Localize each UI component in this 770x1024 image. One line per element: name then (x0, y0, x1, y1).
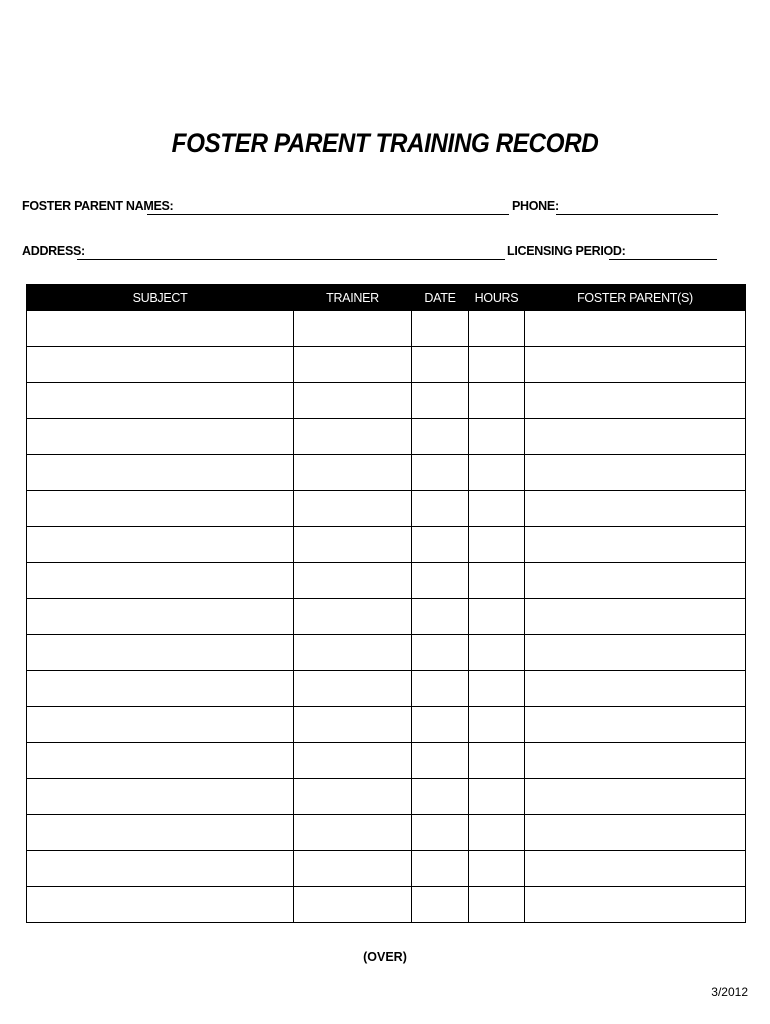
address-field[interactable] (77, 259, 505, 260)
subject-cell[interactable] (27, 455, 294, 491)
subject-cell[interactable] (27, 851, 294, 887)
trainer-cell[interactable] (294, 671, 412, 707)
table-row (27, 563, 746, 599)
table-row (27, 743, 746, 779)
phone-label: PHONE: (512, 199, 559, 213)
foster-parents-cell[interactable] (525, 779, 746, 815)
foster-parents-cell[interactable] (525, 599, 746, 635)
date-cell[interactable] (412, 383, 469, 419)
foster-parents-cell[interactable] (525, 311, 746, 347)
hours-cell[interactable] (469, 743, 525, 779)
trainer-cell[interactable] (294, 491, 412, 527)
date-cell[interactable] (412, 779, 469, 815)
hours-cell[interactable] (469, 419, 525, 455)
column-header-date: DATE (412, 285, 469, 311)
table-row (27, 707, 746, 743)
foster-parents-cell[interactable] (525, 815, 746, 851)
table-row (27, 815, 746, 851)
subject-cell[interactable] (27, 671, 294, 707)
table-row (27, 455, 746, 491)
table-row (27, 347, 746, 383)
subject-cell[interactable] (27, 743, 294, 779)
hours-cell[interactable] (469, 851, 525, 887)
hours-cell[interactable] (469, 455, 525, 491)
trainer-cell[interactable] (294, 815, 412, 851)
hours-cell[interactable] (469, 491, 525, 527)
date-cell[interactable] (412, 491, 469, 527)
column-header-foster-parents: FOSTER PARENT(S) (525, 285, 746, 311)
subject-cell[interactable] (27, 419, 294, 455)
date-cell[interactable] (412, 851, 469, 887)
date-cell[interactable] (412, 527, 469, 563)
table-row (27, 887, 746, 923)
subject-cell[interactable] (27, 887, 294, 923)
subject-cell[interactable] (27, 707, 294, 743)
hours-cell[interactable] (469, 707, 525, 743)
date-cell[interactable] (412, 347, 469, 383)
foster-parents-cell[interactable] (525, 887, 746, 923)
foster-parents-cell[interactable] (525, 383, 746, 419)
subject-cell[interactable] (27, 815, 294, 851)
trainer-cell[interactable] (294, 887, 412, 923)
trainer-cell[interactable] (294, 527, 412, 563)
trainer-cell[interactable] (294, 563, 412, 599)
trainer-cell[interactable] (294, 599, 412, 635)
table-header-row (27, 285, 746, 311)
trainer-cell[interactable] (294, 851, 412, 887)
trainer-cell[interactable] (294, 419, 412, 455)
date-cell[interactable] (412, 743, 469, 779)
date-cell[interactable] (412, 707, 469, 743)
column-header-hours: HOURS (469, 285, 525, 311)
hours-cell[interactable] (469, 563, 525, 599)
table-row (27, 527, 746, 563)
trainer-cell[interactable] (294, 635, 412, 671)
subject-cell[interactable] (27, 599, 294, 635)
hours-cell[interactable] (469, 347, 525, 383)
foster-parents-cell[interactable] (525, 635, 746, 671)
table-row (27, 491, 746, 527)
hours-cell[interactable] (469, 527, 525, 563)
foster-parents-cell[interactable] (525, 707, 746, 743)
table-row (27, 383, 746, 419)
hours-cell[interactable] (469, 671, 525, 707)
over-note: (OVER) (363, 950, 407, 964)
hours-cell[interactable] (469, 635, 525, 671)
subject-cell[interactable] (27, 779, 294, 815)
subject-cell[interactable] (27, 491, 294, 527)
foster-parents-cell[interactable] (525, 671, 746, 707)
hours-cell[interactable] (469, 599, 525, 635)
trainer-cell[interactable] (294, 743, 412, 779)
trainer-cell[interactable] (294, 779, 412, 815)
names-phone-row (22, 199, 722, 219)
date-cell[interactable] (412, 419, 469, 455)
date-cell[interactable] (412, 635, 469, 671)
column-header-trainer: TRAINER (294, 285, 412, 311)
foster-parents-cell[interactable] (525, 455, 746, 491)
table-row (27, 779, 746, 815)
table-body (27, 311, 746, 923)
subject-cell[interactable] (27, 347, 294, 383)
hours-cell[interactable] (469, 887, 525, 923)
date-cell[interactable] (412, 815, 469, 851)
subject-cell[interactable] (27, 635, 294, 671)
date-cell[interactable] (412, 455, 469, 491)
phone-field[interactable] (556, 214, 718, 215)
trainer-cell[interactable] (294, 707, 412, 743)
table-row (27, 671, 746, 707)
training-table-container (26, 284, 745, 923)
address-licensing-row (22, 244, 722, 264)
foster-parents-cell[interactable] (525, 347, 746, 383)
trainer-cell[interactable] (294, 347, 412, 383)
table-row (27, 311, 746, 347)
date-cell[interactable] (412, 599, 469, 635)
column-header-subject: SUBJECT (27, 285, 294, 311)
revision-date: 3/2012 (711, 985, 748, 999)
hours-cell[interactable] (469, 311, 525, 347)
date-cell[interactable] (412, 887, 469, 923)
licensing-period-field[interactable] (609, 259, 717, 260)
foster-parents-cell[interactable] (525, 491, 746, 527)
foster-parent-names-label: FOSTER PARENT NAMES: (22, 199, 174, 213)
table-row (27, 851, 746, 887)
foster-parents-cell[interactable] (525, 563, 746, 599)
subject-cell[interactable] (27, 563, 294, 599)
subject-cell[interactable] (27, 383, 294, 419)
foster-parents-cell[interactable] (525, 527, 746, 563)
table-row (27, 635, 746, 671)
form-title: FOSTER PARENT TRAINING RECORD (171, 128, 599, 158)
foster-parents-cell[interactable] (525, 851, 746, 887)
training-table (26, 284, 746, 923)
hours-cell[interactable] (469, 815, 525, 851)
date-cell[interactable] (412, 563, 469, 599)
hours-cell[interactable] (469, 383, 525, 419)
date-cell[interactable] (412, 311, 469, 347)
hours-cell[interactable] (469, 779, 525, 815)
subject-cell[interactable] (27, 311, 294, 347)
date-cell[interactable] (412, 671, 469, 707)
trainer-cell[interactable] (294, 455, 412, 491)
foster-parents-cell[interactable] (525, 743, 746, 779)
address-label: ADDRESS: (22, 244, 85, 258)
trainer-cell[interactable] (294, 311, 412, 347)
licensing-period-label: LICENSING PERIOD: (507, 244, 626, 258)
table-row (27, 419, 746, 455)
foster-parent-names-field[interactable] (147, 214, 509, 215)
foster-parents-cell[interactable] (525, 419, 746, 455)
table-row (27, 599, 746, 635)
trainer-cell[interactable] (294, 383, 412, 419)
subject-cell[interactable] (27, 527, 294, 563)
